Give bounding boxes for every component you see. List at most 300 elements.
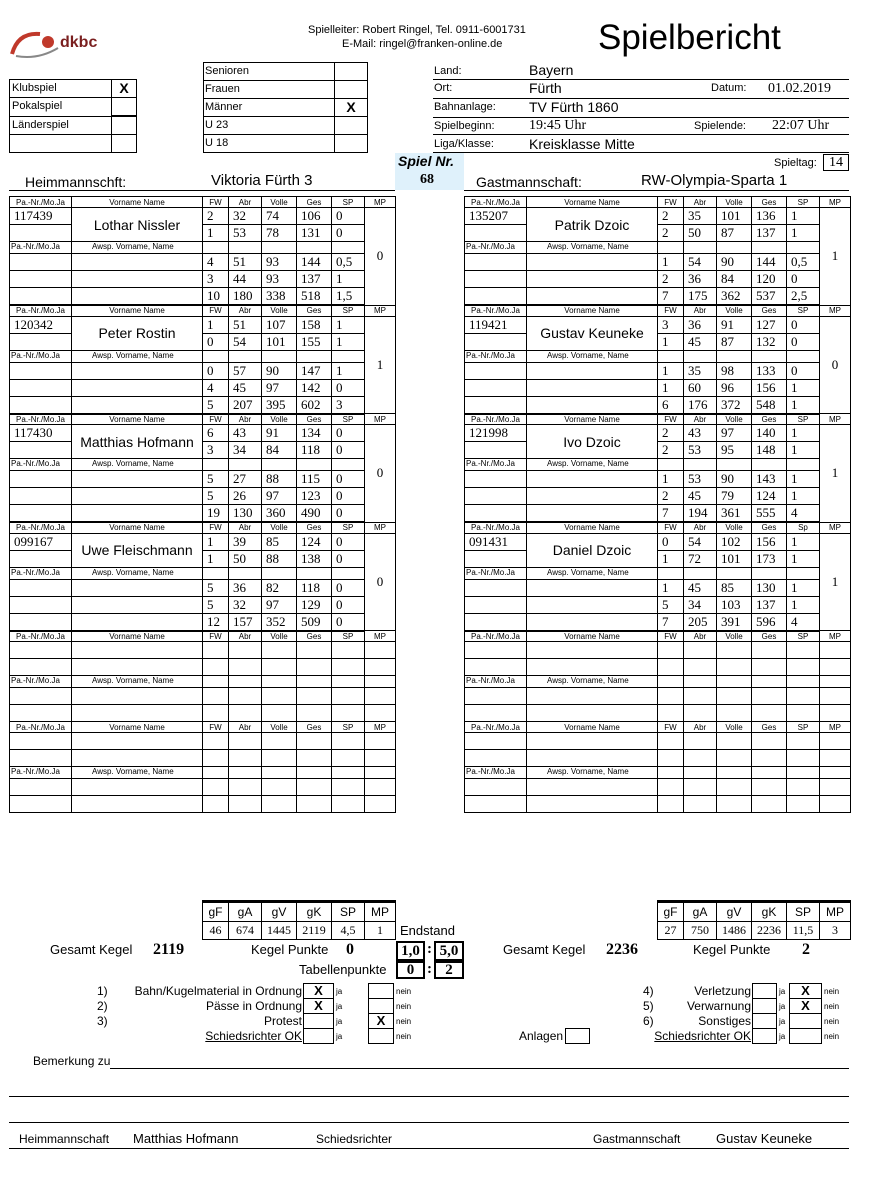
- empty-cell: [752, 733, 787, 750]
- awsp-name-label: Awsp. Vorname, Name: [72, 567, 203, 579]
- nein-label: nein: [396, 1032, 412, 1041]
- empty-cell: [717, 676, 752, 688]
- empty-cell: [10, 442, 72, 459]
- score-cell: 34: [684, 596, 717, 613]
- category-checkbox[interactable]: [334, 116, 368, 135]
- table-row: [10, 254, 396, 271]
- score-cell: 2: [658, 208, 684, 225]
- empty-cell: [465, 254, 527, 271]
- ort-label: Ort:: [434, 82, 453, 94]
- column-header-abr: Abr: [684, 522, 717, 533]
- score-cell: 2,5: [787, 288, 820, 306]
- empty-cell: [332, 733, 365, 750]
- score-cell: 0: [332, 425, 365, 442]
- totals-value-row: [203, 922, 396, 940]
- score-cell: 5: [203, 471, 229, 488]
- awsp-name-label: Awsp. Vorname, Name: [527, 767, 658, 779]
- empty-cell: [365, 705, 396, 722]
- score-cell: 0: [332, 596, 365, 613]
- check-nein-box[interactable]: [789, 1028, 822, 1044]
- empty-cell: [229, 642, 262, 659]
- table-row: [465, 379, 851, 396]
- score-cell: 1: [658, 550, 684, 567]
- column-header-volle: Volle: [262, 305, 297, 316]
- column-header-volle: Volle: [262, 522, 297, 533]
- check-nein-box[interactable]: X: [789, 998, 822, 1014]
- category-checkbox[interactable]: [334, 134, 368, 153]
- score-cell: 54: [684, 533, 717, 550]
- bemerkung-label: Bemerkung zu: [33, 1054, 111, 1068]
- score-cell: 4: [787, 613, 820, 631]
- score-cell: 1: [787, 596, 820, 613]
- check-label: Schiedsrichter OK: [654, 1029, 751, 1043]
- table-row: [465, 488, 851, 505]
- column-header-ges: Ges: [752, 305, 787, 316]
- column-header-sp: SP: [332, 522, 365, 533]
- empty-cell: [10, 550, 72, 567]
- category-checkbox[interactable]: [334, 62, 368, 81]
- column-header-volle: Volle: [262, 414, 297, 425]
- score-cell: 39: [229, 533, 262, 550]
- header-row: [465, 305, 851, 316]
- empty-cell: [229, 705, 262, 722]
- score-cell: 130: [229, 505, 262, 523]
- empty-cell: [297, 459, 332, 471]
- empty-cell: [297, 796, 332, 813]
- table-row: [10, 425, 396, 442]
- score-cell: 26: [229, 488, 262, 505]
- column-header-sp: SP: [332, 414, 365, 425]
- game-type-label: Klubspiel: [12, 82, 57, 94]
- score-cell: 490: [297, 505, 332, 523]
- empty-cell: [684, 733, 717, 750]
- empty-row: [465, 796, 851, 813]
- score-cell: 0: [658, 533, 684, 550]
- awsp-id-label: Pa.-Nr./Mo.Ja: [465, 767, 527, 779]
- empty-cell: [717, 796, 752, 813]
- empty-cell: [10, 705, 72, 722]
- table-row: [10, 505, 396, 523]
- score-cell: 1: [332, 271, 365, 288]
- game-type-checkbox[interactable]: [111, 116, 137, 135]
- empty-cell: [527, 613, 658, 631]
- score-cell: 3: [332, 396, 365, 414]
- check-label: Schiedsrichter OK: [205, 1029, 302, 1043]
- check-ja-box[interactable]: X: [303, 998, 334, 1014]
- score-cell: 1: [332, 362, 365, 379]
- endstand-guest-value: 5,0: [434, 941, 464, 961]
- score-cell: 537: [752, 288, 787, 306]
- score-cell: 72: [684, 550, 717, 567]
- nein-label: nein: [824, 987, 840, 996]
- empty-cell: [752, 459, 787, 471]
- score-cell: 87: [717, 333, 752, 350]
- endstand-home-value: 1,0: [396, 941, 425, 961]
- empty-cell: [752, 642, 787, 659]
- score-cell: 142: [297, 379, 332, 396]
- ja-label: ja: [779, 1002, 786, 1011]
- game-type-checkbox[interactable]: [111, 134, 137, 153]
- empty-cell: [684, 676, 717, 688]
- score-cell: 0: [332, 225, 365, 242]
- empty-cell: [684, 779, 717, 796]
- check-nein-box[interactable]: X: [368, 1013, 394, 1029]
- score-cell: 0: [332, 471, 365, 488]
- empty-cell: [527, 254, 658, 271]
- empty-cell: [787, 242, 820, 254]
- totals-header: gF: [203, 902, 229, 922]
- column-header-ges: Ges: [297, 414, 332, 425]
- empty-cell: [787, 350, 820, 362]
- logo-text: dkbc: [60, 34, 98, 51]
- heim-sig-value: Matthias Hofmann: [133, 1131, 239, 1146]
- score-cell: 54: [229, 333, 262, 350]
- column-header-abr: Abr: [684, 631, 717, 642]
- score-cell: 45: [229, 379, 262, 396]
- empty-cell: [787, 767, 820, 779]
- awsp-id-label: Pa.-Nr./Mo.Ja: [10, 350, 72, 362]
- check-ja-box[interactable]: [752, 998, 777, 1014]
- guest-score-table: [464, 196, 851, 813]
- anlagen-box[interactable]: [565, 1028, 590, 1044]
- score-cell: 36: [684, 316, 717, 333]
- score-cell: 45: [684, 488, 717, 505]
- totals-header: MP: [365, 902, 396, 922]
- empty-cell: [72, 396, 203, 414]
- score-cell: 123: [297, 488, 332, 505]
- empty-cell: [717, 750, 752, 767]
- page-title: Spielbericht: [598, 18, 781, 57]
- empty-cell: [262, 659, 297, 676]
- empty-cell: [465, 750, 527, 767]
- column-header-fw: FW: [658, 305, 684, 316]
- ja-label: ja: [779, 1017, 786, 1026]
- empty-cell: [658, 688, 684, 705]
- empty-cell: [465, 642, 527, 659]
- empty-cell: [10, 379, 72, 396]
- check-nein-box[interactable]: [368, 998, 394, 1014]
- empty-cell: [752, 242, 787, 254]
- score-cell: 93: [262, 254, 297, 271]
- column-header-name: Vorname Name: [72, 197, 203, 208]
- score-cell: 45: [684, 579, 717, 596]
- empty-cell: [820, 642, 851, 659]
- spieltag-value: 14: [823, 154, 849, 171]
- score-cell: 0: [332, 550, 365, 567]
- table-row: [465, 254, 851, 271]
- game-type-checkbox[interactable]: X: [111, 79, 137, 98]
- score-cell: 134: [297, 425, 332, 442]
- totals-header: gA: [229, 902, 262, 922]
- check-number: 5): [643, 999, 654, 1013]
- empty-cell: [297, 642, 332, 659]
- empty-cell: [752, 350, 787, 362]
- score-cell: 158: [297, 316, 332, 333]
- empty-cell: [262, 796, 297, 813]
- score-cell: 180: [229, 288, 262, 306]
- empty-cell: [684, 659, 717, 676]
- column-header-volle: Volle: [717, 522, 752, 533]
- beginn-label: Spielbeginn:: [434, 120, 495, 132]
- totals-value: 46: [203, 922, 229, 940]
- awsp-name-label: Awsp. Vorname, Name: [72, 767, 203, 779]
- column-header-volle: Volle: [717, 722, 752, 733]
- table-row: [10, 379, 396, 396]
- column-header-sp: SP: [787, 722, 820, 733]
- score-cell: 1: [787, 533, 820, 550]
- awsp-row: [10, 350, 396, 362]
- check-ja-box[interactable]: [752, 1028, 777, 1044]
- empty-cell: [10, 796, 72, 813]
- score-cell: 156: [752, 533, 787, 550]
- score-cell: 0: [787, 362, 820, 379]
- category-checkbox[interactable]: [334, 80, 368, 99]
- awsp-name-label: Awsp. Vorname, Name: [527, 350, 658, 362]
- table-row: [10, 288, 396, 306]
- table-row: [10, 396, 396, 414]
- empty-cell: [229, 659, 262, 676]
- check-nein-box[interactable]: X: [789, 983, 822, 999]
- column-header-ges: Ges: [752, 722, 787, 733]
- column-header-abr: Abr: [684, 305, 717, 316]
- check-ja-box[interactable]: [303, 1013, 334, 1029]
- empty-cell: [717, 242, 752, 254]
- tab-colon: :: [427, 961, 432, 977]
- home-gesamt-label: Gesamt Kegel: [50, 942, 133, 957]
- dkbc-logo: [8, 24, 108, 62]
- empty-cell: [465, 362, 527, 379]
- check-nein-box[interactable]: [789, 1013, 822, 1029]
- column-header-fw: FW: [203, 197, 229, 208]
- table-row: [10, 550, 396, 567]
- empty-cell: [262, 642, 297, 659]
- score-cell: 157: [229, 613, 262, 631]
- score-cell: 1: [658, 362, 684, 379]
- empty-cell: [527, 705, 658, 722]
- land-label: Land:: [434, 65, 462, 77]
- score-cell: 1: [787, 488, 820, 505]
- empty-cell: [203, 767, 229, 779]
- table-row: [10, 208, 396, 225]
- empty-cell: [465, 579, 527, 596]
- check-ja-box[interactable]: X: [303, 983, 334, 999]
- awsp-row: [10, 242, 396, 254]
- table-row: [10, 316, 396, 333]
- empty-cell: [465, 596, 527, 613]
- table-row: [465, 362, 851, 379]
- score-cell: 27: [229, 471, 262, 488]
- empty-cell: [658, 642, 684, 659]
- table-row: [465, 533, 851, 550]
- score-cell: 0: [332, 442, 365, 459]
- category-label: Männer: [205, 101, 243, 113]
- empty-cell: [365, 750, 396, 767]
- score-cell: 2: [203, 208, 229, 225]
- column-header-fw: FW: [203, 522, 229, 533]
- score-cell: 1: [203, 225, 229, 242]
- column-header-id: Pa.-Nr./Mo.Ja: [465, 722, 527, 733]
- score-cell: 548: [752, 396, 787, 414]
- empty-cell: [658, 676, 684, 688]
- score-cell: 352: [262, 613, 297, 631]
- empty-cell: [365, 796, 396, 813]
- score-cell: 148: [752, 442, 787, 459]
- column-header-fw: FW: [203, 414, 229, 425]
- empty-cell: [203, 659, 229, 676]
- empty-cell: [203, 750, 229, 767]
- guest-kp-value: 2: [802, 941, 810, 958]
- player-name: Uwe Fleischmann: [72, 533, 203, 567]
- empty-cell: [527, 362, 658, 379]
- score-cell: 43: [684, 425, 717, 442]
- game-type-checkbox[interactable]: [111, 97, 137, 116]
- column-header-mp: MP: [365, 522, 396, 533]
- table-row: [10, 579, 396, 596]
- datum-label: Datum:: [711, 82, 747, 94]
- score-cell: 1: [203, 316, 229, 333]
- empty-cell: [262, 779, 297, 796]
- guest-totals-table: [657, 900, 851, 940]
- column-header-mp: MP: [365, 631, 396, 642]
- score-cell: 50: [229, 550, 262, 567]
- score-cell: 0: [332, 379, 365, 396]
- score-cell: 338: [262, 288, 297, 306]
- empty-cell: [684, 705, 717, 722]
- column-header-ges: Ges: [297, 305, 332, 316]
- column-header-fw: FW: [203, 305, 229, 316]
- empty-cell: [527, 779, 658, 796]
- score-cell: 82: [262, 579, 297, 596]
- table-row: [10, 225, 396, 242]
- score-cell: 175: [684, 288, 717, 306]
- score-cell: 136: [752, 208, 787, 225]
- table-row: [10, 471, 396, 488]
- totals-header: gF: [658, 902, 684, 922]
- nein-label: nein: [396, 1017, 412, 1026]
- column-header-mp: MP: [820, 305, 851, 316]
- score-cell: 79: [717, 488, 752, 505]
- check-ja-box[interactable]: [752, 983, 777, 999]
- category-checkbox[interactable]: X: [334, 98, 368, 117]
- empty-cell: [820, 688, 851, 705]
- score-cell: 51: [229, 254, 262, 271]
- column-header-name: Vorname Name: [72, 414, 203, 425]
- score-cell: 97: [262, 596, 297, 613]
- nein-label: nein: [824, 1017, 840, 1026]
- empty-cell: [684, 567, 717, 579]
- empty-cell: [10, 288, 72, 306]
- column-header-id: Pa.-Nr./Mo.Ja: [10, 305, 72, 316]
- awsp-id-label: Pa.-Nr./Mo.Ja: [465, 242, 527, 254]
- empty-cell: [332, 567, 365, 579]
- column-header-abr: Abr: [229, 631, 262, 642]
- score-cell: 3: [203, 442, 229, 459]
- empty-cell: [262, 567, 297, 579]
- totals-header: MP: [820, 902, 851, 922]
- score-cell: 36: [684, 271, 717, 288]
- empty-cell: [752, 705, 787, 722]
- table-row: [10, 488, 396, 505]
- score-cell: 176: [684, 396, 717, 414]
- score-cell: 129: [297, 596, 332, 613]
- column-header-volle: Volle: [262, 722, 297, 733]
- score-cell: 1: [787, 579, 820, 596]
- empty-row: [10, 688, 396, 705]
- empty-cell: [787, 676, 820, 688]
- empty-cell: [527, 659, 658, 676]
- empty-cell: [297, 705, 332, 722]
- check-nein-box[interactable]: [368, 983, 394, 999]
- check-ja-box[interactable]: [752, 1013, 777, 1029]
- empty-cell: [72, 613, 203, 631]
- score-cell: 0: [787, 333, 820, 350]
- column-header-sp: SP: [787, 305, 820, 316]
- empty-cell: [717, 779, 752, 796]
- empty-cell: [297, 779, 332, 796]
- check-label: Protest: [263, 1014, 302, 1028]
- column-header-fw: FW: [658, 722, 684, 733]
- check-ja-box[interactable]: [303, 1028, 334, 1044]
- land-value: Bayern: [529, 62, 574, 78]
- empty-cell: [684, 750, 717, 767]
- empty-cell: [465, 379, 527, 396]
- guest-kp-label: Kegel Punkte: [693, 942, 771, 957]
- empty-cell: [229, 796, 262, 813]
- score-cell: 1: [787, 225, 820, 242]
- totals-value: 11,5: [787, 922, 820, 940]
- score-cell: 1: [787, 396, 820, 414]
- column-header-ges: Ges: [752, 522, 787, 533]
- empty-cell: [229, 242, 262, 254]
- score-cell: 360: [262, 505, 297, 523]
- column-header-fw: FW: [658, 522, 684, 533]
- empty-cell: [527, 596, 658, 613]
- empty-cell: [72, 659, 203, 676]
- empty-cell: [262, 688, 297, 705]
- score-cell: 103: [717, 596, 752, 613]
- check-number: 2): [97, 999, 108, 1013]
- table-row: [465, 316, 851, 333]
- column-header-abr: Abr: [684, 722, 717, 733]
- spieltag-label: Spieltag:: [774, 157, 817, 169]
- empty-cell: [10, 333, 72, 350]
- column-header-mp: MP: [365, 722, 396, 733]
- empty-row: [465, 676, 851, 688]
- score-cell: 91: [262, 425, 297, 442]
- score-cell: 97: [262, 379, 297, 396]
- score-cell: 0: [332, 488, 365, 505]
- empty-cell: [527, 471, 658, 488]
- score-cell: 1: [787, 471, 820, 488]
- empty-cell: [229, 459, 262, 471]
- table-row: [10, 333, 396, 350]
- empty-cell: [820, 779, 851, 796]
- empty-cell: [465, 613, 527, 631]
- awsp-id-label: Pa.-Nr./Mo.Ja: [465, 676, 527, 688]
- score-cell: 391: [717, 613, 752, 631]
- empty-cell: [10, 271, 72, 288]
- empty-cell: [527, 796, 658, 813]
- check-nein-box[interactable]: [368, 1028, 394, 1044]
- totals-value: 3: [820, 922, 851, 940]
- header-row: [10, 631, 396, 642]
- empty-cell: [787, 459, 820, 471]
- empty-cell: [72, 688, 203, 705]
- column-header-mp: MP: [820, 631, 851, 642]
- score-cell: 1: [658, 379, 684, 396]
- empty-cell: [332, 779, 365, 796]
- score-cell: 555: [752, 505, 787, 523]
